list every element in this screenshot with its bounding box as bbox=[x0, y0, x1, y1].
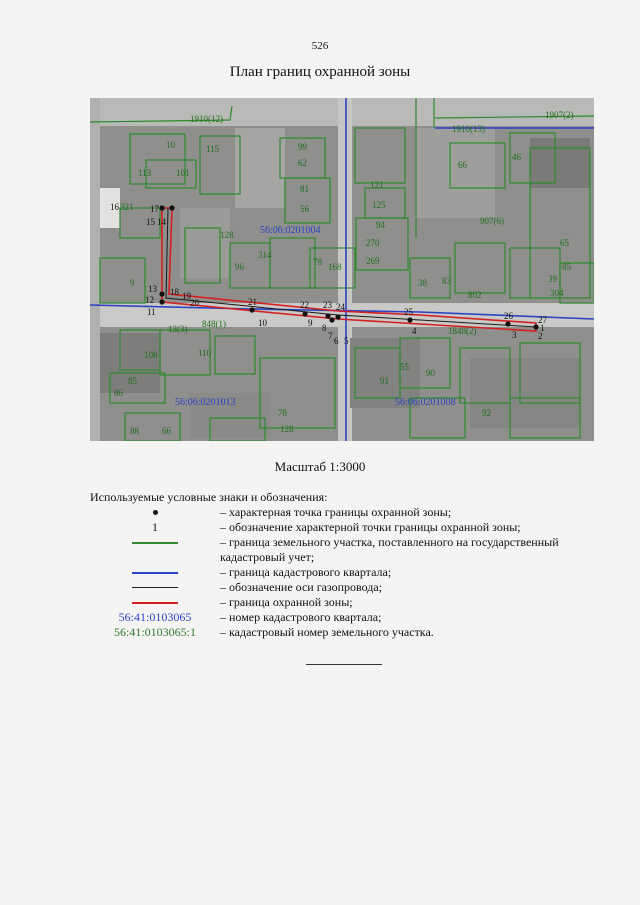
map-scale: Масштаб 1:3000 bbox=[274, 459, 366, 474]
map-svg bbox=[90, 98, 594, 441]
legend-text: – граница земельного участка, поставленного на государственный кадастровый учет; bbox=[220, 535, 559, 564]
parcel-label: 115 bbox=[206, 144, 220, 154]
parcel-label: 321 bbox=[120, 202, 134, 212]
parcel-label: 125 bbox=[372, 200, 386, 210]
parcel-label: 96 bbox=[235, 262, 244, 272]
parcel-label: 1910(13) bbox=[452, 124, 485, 134]
parcel-label: 314 bbox=[258, 250, 272, 260]
point-label-22: 22 bbox=[300, 300, 309, 310]
point-label-13: 13 bbox=[148, 284, 157, 294]
point-label-21: 21 bbox=[248, 297, 257, 307]
parcel-label: 90 bbox=[426, 368, 435, 378]
point-label-8: 8 bbox=[322, 323, 327, 333]
legend bbox=[90, 505, 610, 640]
legend-text: – обозначение оси газопровода; bbox=[220, 580, 383, 594]
legend-text: – номер кадастрового квартала; bbox=[220, 610, 382, 624]
point-label-25: 25 bbox=[404, 307, 413, 317]
point-label-24: 24 bbox=[336, 302, 345, 312]
legend-row-quarter-code bbox=[90, 610, 610, 625]
green-line-icon bbox=[132, 542, 178, 544]
point-label-3: 3 bbox=[512, 330, 517, 340]
point-label-4: 4 bbox=[412, 326, 417, 336]
point-label-20: 20 bbox=[190, 298, 199, 308]
page-title: План границ охранной зоны bbox=[229, 64, 411, 80]
parcel-label: 55 bbox=[400, 362, 409, 372]
legend-title: Используемые условные знаки и обозначения: bbox=[90, 490, 328, 504]
legend-row-point-label bbox=[90, 520, 610, 535]
point-label-12: 12 bbox=[145, 295, 154, 305]
legend-row-parcel-code bbox=[90, 625, 610, 640]
parcel-label: 88 bbox=[130, 426, 139, 436]
parcel-label: 62 bbox=[298, 158, 307, 168]
point-number-label: 1 bbox=[152, 520, 158, 534]
point-label-15: 15 bbox=[146, 217, 155, 227]
point-label-17: 17 bbox=[150, 204, 159, 214]
red-line-icon bbox=[132, 602, 178, 604]
point-label-9: 9 bbox=[308, 318, 313, 328]
parcel-label: 78 bbox=[278, 408, 287, 418]
legend-row-parcel bbox=[90, 535, 610, 565]
point-label-11: 11 bbox=[147, 307, 156, 317]
parcel-label: 91 bbox=[380, 376, 389, 386]
legend-row-point bbox=[90, 505, 610, 520]
point-dot-icon bbox=[153, 510, 158, 515]
parcel-label: 113 bbox=[138, 168, 152, 178]
legend-row-axis bbox=[90, 580, 610, 595]
quarter-code-sample: 56:41:0103065 bbox=[118, 610, 192, 624]
parcel-label: 66 bbox=[162, 426, 171, 436]
parcel-label: 121 bbox=[370, 180, 384, 190]
parcel-label: 128 bbox=[280, 424, 294, 434]
legend-row-quarter bbox=[90, 565, 610, 580]
quarter-label-1004: 56:06:0201004 bbox=[260, 225, 321, 236]
parcel-label: 269 bbox=[366, 256, 380, 266]
parcel-label: 39 bbox=[548, 274, 557, 284]
point-label-16: 16 bbox=[110, 202, 119, 212]
point-label-7: 7 bbox=[328, 331, 333, 341]
parcel-label: 94 bbox=[376, 220, 385, 230]
legend-text: – граница охранной зоны; bbox=[220, 595, 353, 609]
closing-rule bbox=[306, 664, 382, 665]
point-label-5: 5 bbox=[344, 336, 349, 346]
quarter-label-1008: 56:06:0201008 bbox=[395, 397, 456, 408]
blue-line-icon bbox=[132, 572, 178, 574]
parcel-label: 848(1) bbox=[202, 319, 226, 329]
parcel-label: 46 bbox=[512, 152, 521, 162]
parcel-label: 85 bbox=[562, 262, 571, 272]
parcel-label: 83 bbox=[442, 276, 451, 286]
parcel-label: 168 bbox=[328, 262, 342, 272]
cadastral-map bbox=[90, 98, 594, 441]
point-label-14: 14 bbox=[157, 217, 166, 227]
legend-text: – характерная точка границы охранной зоны; bbox=[220, 505, 452, 519]
parcel-label: 304 bbox=[550, 288, 564, 298]
parcel-label: 38 bbox=[418, 278, 427, 288]
parcel-label: 1910(12) bbox=[190, 114, 223, 124]
parcel-label: 270 bbox=[366, 238, 380, 248]
point-label-23: 23 bbox=[323, 300, 332, 310]
parcel-label: 128 bbox=[220, 230, 234, 240]
parcel-label: 907(6) bbox=[480, 216, 504, 226]
parcel-label: 802 bbox=[468, 290, 482, 300]
parcel-label: 10 bbox=[166, 140, 175, 150]
parcel-label: 56 bbox=[300, 204, 309, 214]
parcel-label: 101 bbox=[176, 168, 190, 178]
parcel-label: 108 bbox=[144, 350, 158, 360]
point-label-26: 26 bbox=[504, 311, 513, 321]
black-line-icon bbox=[132, 587, 178, 588]
parcel-label: 1848(2) bbox=[448, 326, 477, 336]
parcel-label: 1907(2) bbox=[545, 110, 574, 120]
page-number: 526 bbox=[311, 40, 329, 52]
parcel-label: 85 bbox=[128, 376, 137, 386]
parcel-label: 110 bbox=[198, 348, 212, 358]
parcel-label: 9 bbox=[130, 278, 135, 288]
parcel-label: 99 bbox=[298, 142, 307, 152]
point-label-18: 18 bbox=[170, 287, 179, 297]
point-label-19: 19 bbox=[182, 291, 191, 301]
parcel-code-sample: 56:41:0103065:1 bbox=[113, 625, 196, 639]
point-label-10: 10 bbox=[258, 318, 267, 328]
parcel-label: 81 bbox=[300, 184, 309, 194]
point-label-1: 1 bbox=[540, 323, 545, 333]
legend-text: – обозначение характерной точки границы охранной зоны; bbox=[220, 520, 521, 534]
parcel-label: 78 bbox=[313, 257, 322, 267]
legend-text: – кадастровый номер земельного участка. bbox=[220, 625, 434, 639]
parcel-label: 13(3) bbox=[168, 324, 188, 334]
parcel-label: 66 bbox=[458, 160, 467, 170]
parcel-label: 92 bbox=[482, 408, 491, 418]
point-label-27: 27 bbox=[538, 315, 547, 325]
quarter-label-1013: 56:06:0201013 bbox=[175, 397, 236, 408]
parcel-label: 86 bbox=[114, 388, 123, 398]
legend-text: – граница кадастрового квартала; bbox=[220, 565, 392, 579]
parcel-label: 65 bbox=[560, 238, 569, 248]
point-label-2: 2 bbox=[538, 331, 543, 341]
point-label-6: 6 bbox=[334, 336, 339, 346]
legend-row-zone bbox=[90, 595, 610, 610]
